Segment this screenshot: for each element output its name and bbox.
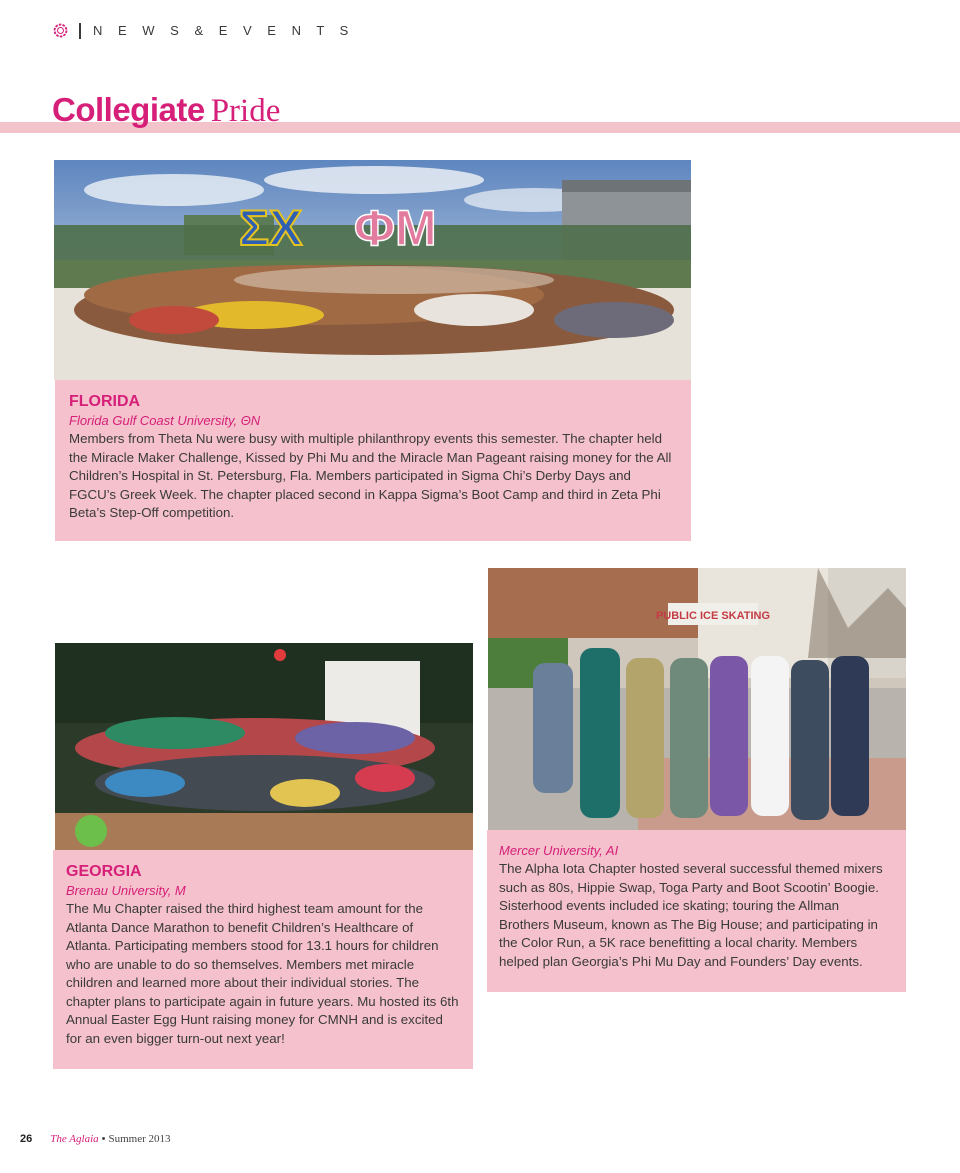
flower-icon (52, 22, 69, 39)
footer-separator: • (101, 1133, 106, 1145)
georgia-body: The Mu Chapter raised the third highest team amount for the Atlanta Dance Marathon to benefit Children’s Healthcare of Atlanta. Participating members stood for 13.1 hours for children who are unable to do so themselves. Members met miracle children and learned more about their individual stories. The chapter plans to participate again in future years. Mu hosted its 6th Annual Easter Egg Hunt raising money for CMNH and is excited for an even bigger turn-out next year! (66, 901, 459, 1046)
svg-text:ΦΜ: ΦΜ (354, 200, 437, 256)
page-title-light: Pride (210, 93, 281, 129)
section-label: N E W S & E V E N T S (93, 23, 355, 38)
georgia-school: Brenau University, M (66, 883, 186, 898)
page-title-bold: Collegiate (52, 91, 205, 128)
header-divider (79, 23, 81, 39)
publication-name: The Aglaia (50, 1133, 99, 1145)
page-title (52, 90, 280, 131)
page-number: 26 (20, 1133, 33, 1145)
mercer-article (487, 830, 906, 992)
mercer-body: The Alpha Iota Chapter hosted several successful themed mixers such as 80s, Hippie Swap, Toga Party and Boot Scootin’ Boogie. Sisterhood events included ice skating; touring the Allman Brothers Museum, known as The Big House; and participating in the Color Run, a 5K race benefitting a local charity. Members helped plan Georgia’s Phi Mu Day and Founders’ Day events. (499, 861, 883, 969)
mercer-group-photo (488, 568, 906, 830)
florida-group-photo (54, 160, 691, 380)
florida-article (55, 380, 691, 541)
mercer-school: Mercer University, AI (499, 843, 619, 858)
florida-school: Florida Gulf Coast University, ΘN (69, 413, 261, 428)
georgia-heading: GEORGIA (66, 863, 142, 880)
florida-heading: FLORIDA (69, 393, 141, 410)
florida-body: Members from Theta Nu were busy with multiple philanthropy events this semester. The chapter held the Miracle Maker Challenge, Kissed by Phi Mu and the Miracle Man Pageant raising money for the All Children’s Hospital in St. Petersburg, Fla. Members participated in Sigma Chi’s Derby Days and FGCU’s Greek Week. The chapter placed second in Kappa Sigma’s Boot Camp and third in Zeta Phi Beta’s Step-Off competition. (69, 431, 672, 520)
section-header (52, 22, 354, 39)
ice-skating-sign: PUBLIC ICE SKATING (655, 610, 771, 622)
georgia-group-photo (55, 643, 473, 850)
issue-date: Summer 2013 (108, 1133, 171, 1145)
page-footer (20, 1133, 171, 1145)
svg-text:ΣΧ: ΣΧ (239, 200, 303, 256)
georgia-article (53, 850, 473, 1069)
